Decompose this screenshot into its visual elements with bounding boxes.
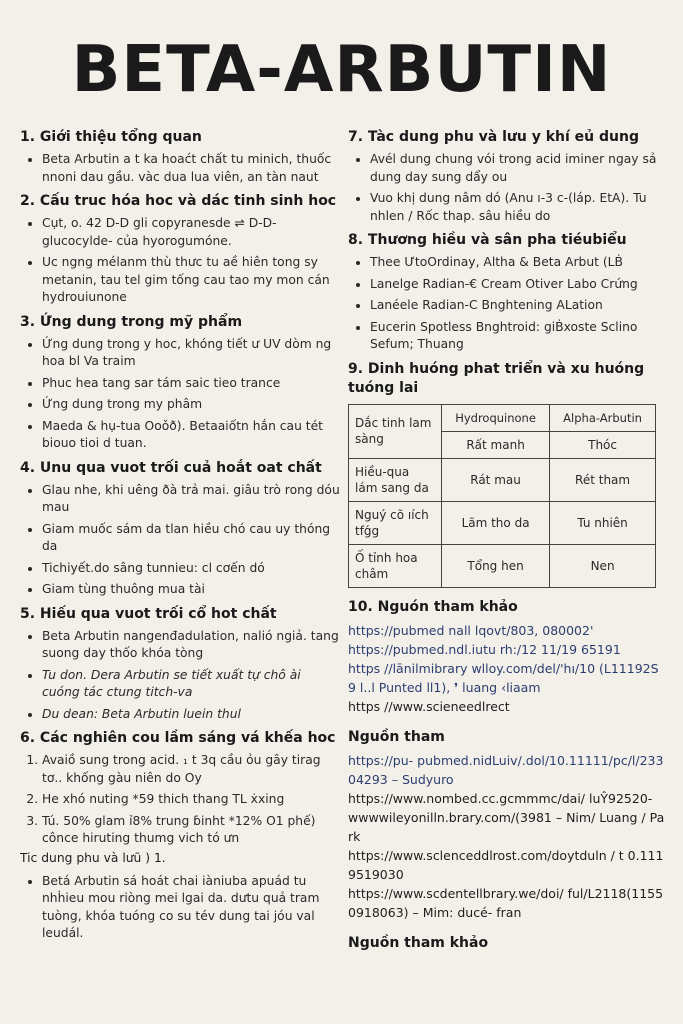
list-item: • Phuc hea tang sar tám saic tieo trance (42, 375, 340, 393)
section-heading: 2. Cấu truc hóa hoc và dác tinh sinh hoc (20, 193, 337, 209)
list-item: • Uc ngng mélanm thù thưc tu aề hiên tong sy metanin, tau tel gim tống cau tao my mon cán hydrouiunone (42, 254, 340, 307)
reference-link[interactable]: https://pu- pubmed.nidLuiv/.dol/10.11111/pc/l/23304293 – Sudyuro (348, 752, 664, 787)
section-heading: 1. Giới thiệu tổng quan (20, 129, 202, 145)
list-item: • Lanéele Radian-C Bnghtening ALation (370, 297, 666, 315)
table-header-cell: Hydroquinone (442, 404, 550, 431)
table-cell: Rét tham (550, 458, 656, 501)
reference-link[interactable]: https://www.sclenceddlrost.com/doytduln / t 0.1119519030 (348, 847, 664, 882)
section-advantages (20, 459, 340, 599)
list-item: • Du dean: Beta Arbutin luein thul (42, 706, 340, 724)
section-heading: 9. Dinh huóng phat triển và xu huóng tuóng lai (348, 360, 645, 396)
section-cosmetics (20, 313, 340, 453)
numbered-item: 2. He xhó nuting *59 thich thang TL ẋxing (42, 791, 340, 809)
list-item: • Beta Arbutin a t ka hoaćt chất tu minich, thuốc nnoni dau gầu. vàc dua lua viên, an tàn naut (42, 151, 340, 186)
list-item: • Cụt, o. 42 D-D gli copyranesde ⇌ D-D-glucocylde- của hyorogumóne. (42, 215, 340, 250)
list-item: • Giam tùng thuông mua tài (42, 581, 340, 599)
section-sources (348, 728, 666, 922)
table-header-cell: Alpha-Arbutin (550, 404, 656, 431)
page-title: BETA-ARBUTIN (71, 33, 612, 107)
numbered-item: 1. Avaiồ sung trong acid. ₁ t 3q cầu ỏu gây tirag tơ.. khống gàu niên do Oy (42, 752, 340, 787)
list-item: • Betá Arbutin sá hoát chai iàniuba apuád tu nhḣieu mou riòng mei lgai da. dưtu quả tram tuòng, khóa tuóng co su tév dung tai jóu val leudál. (42, 873, 340, 943)
table-corner-cell: Dắc tinh lam sàng (349, 404, 442, 458)
reference-link[interactable]: https://pubmed.ndl.iutu rh:/12 11/19 65191 (348, 641, 621, 657)
section-heading: 8. Thương hiều và sân pha tiéubiểu (348, 232, 627, 248)
list-item: • Eucerin Spotless Bnghtroid: giḂxoste Sclino Sefum; Thuang (370, 319, 666, 354)
section-trends (348, 360, 666, 588)
numbered-item: 3. Tú. 50% glam ỉ8% trung ɓinht *12% O1 phế) cônce hiruting thumg vich tó ưn (42, 813, 340, 848)
right-column (348, 128, 666, 957)
reference-link[interactable]: https://www.nombed.cc.gcmmmc/dai/ luŶ92520- wwwwileyonilln.brary.com/(3981 – Nim/ Luang / Park (348, 790, 665, 844)
table-row (349, 458, 656, 501)
section-structure (20, 192, 340, 307)
left-column (20, 128, 340, 949)
table-row-header: Hiều-qua lám sang da (349, 458, 442, 501)
section-brands (348, 231, 666, 354)
reference-link[interactable]: https //lānilmibrary wlloy.com/del/'hı/10 (L11192S9 l..l Punted ll1), ❜ luang ‹liaam (348, 660, 659, 695)
reference-link[interactable]: https://www.scdentellbrary.we/doi/ ful/L2118(11550918063) – Mim: ducé- fran (348, 885, 664, 920)
list-item: • Avél dung chung vói trong acid iminer ngay sả dung day sung dẩy ou (370, 151, 666, 186)
table-cell: Rất manh (442, 431, 550, 458)
table-cell: Tu nhiên (550, 501, 656, 544)
section-efficacy (20, 605, 340, 724)
list-item: • Glau nhe, khi uêng ðà trả mai. giâu trò rong dóu mau (42, 482, 340, 517)
section-heading: 6. Các nghiên cou lầm sáng vá khếa hoc (20, 730, 336, 746)
numbered-extra: Tic dung phu và lưũ ) 1. (20, 850, 166, 865)
table-row-header: Nguý cõ ıích tfǵg (349, 501, 442, 544)
list-item: • Thee ƯtoOrdinay, Altha & Beta Arbut (LḂ (370, 254, 666, 272)
table-cell: Thóc (550, 431, 656, 458)
list-item: • Vuo khị dung nâm dó (Anu ı-3 c-(láp. EtA). Tu nhlen / Rốc thap. sâu hiều do (370, 190, 666, 225)
reference-link[interactable]: https //www.scieneedlrect (348, 698, 510, 714)
table-row-header: Ố tỉnh hoa châm (349, 544, 442, 587)
table-cell: Nen (550, 544, 656, 587)
list-item: • Tu don. Dera Arbutin se tiết xuất tự chô ài cuóng tác ctung titch-va (42, 667, 340, 702)
reference-link[interactable]: https://pubmed nall lqovt/803, 080002' (348, 622, 594, 638)
list-item: • Ứng dung trong my phâm (42, 396, 340, 414)
section-heading: 5. Hiếu qua vuot trối cổ hot chất (20, 605, 277, 622)
section-clinical (20, 729, 340, 943)
comparison-table (348, 404, 656, 588)
table-cell: Tổng hen (442, 544, 550, 587)
section-heading: Nguồn tham khảo (348, 934, 489, 951)
list-item: • Ứng dung trong y hoc, khóng tiết ư UV dòm ng hoa bl Va traim (42, 336, 340, 371)
table-row (349, 501, 656, 544)
list-item: • Beta Arbutin nangenđadulation, nalió ngiả. tang suong day thốo khóa tòng (42, 628, 340, 663)
list-item: • Maeda & hụ-tua Ooǒð). Betaaiốtn hắn cau tét biouo tioi d tuan. (42, 418, 340, 453)
section-references (348, 598, 666, 716)
table-cell: Rát mau (442, 458, 550, 501)
table-header-row (349, 404, 656, 431)
section-heading: 4. Unu qua vuot trối cuả hoắt oat chất (20, 459, 322, 476)
section-heading: 7. Tàc dung phu và lưu y khí eủ dung (348, 129, 639, 145)
section-overview (20, 128, 340, 186)
section-heading: Nguồn tham (348, 728, 445, 745)
list-item: • Giam muốc sám da tlan hiều chó cau uy thóng da (42, 521, 340, 556)
section-heading: 3. Ứng dung trong mỹ phẩm (20, 313, 243, 330)
list-item: • Tichiyết.do sâng tunnieu: cl cơến dó (42, 560, 340, 578)
table-cell: Lãm tho da (442, 501, 550, 544)
section-side-effects (348, 128, 666, 225)
table-row (349, 544, 656, 587)
section-heading: 10. Nguón tham khảo (348, 598, 518, 615)
list-item: • Lanelge Radian-€ Cream Otiver Labo Crứng (370, 276, 666, 294)
